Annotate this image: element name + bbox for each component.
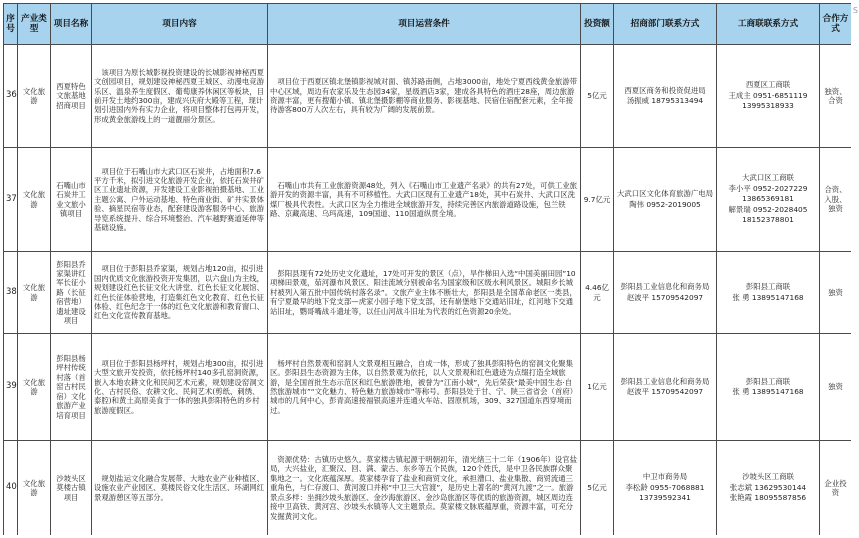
fed-line: 18152378801 bbox=[742, 215, 794, 225]
fed-line: 13865369181 bbox=[742, 194, 794, 204]
row-fed-contact bbox=[717, 334, 820, 441]
row-coop: 独资 bbox=[820, 252, 852, 334]
dept-line: 赵波平 15709542097 bbox=[626, 292, 704, 302]
row-dept-contact bbox=[614, 441, 717, 536]
row-seq: 37 bbox=[4, 148, 18, 252]
header-coop: 合作方式 bbox=[820, 4, 852, 45]
row-fed-contact bbox=[717, 148, 820, 252]
table-row bbox=[4, 148, 852, 252]
dept-line: 汤振威 18795313494 bbox=[626, 96, 704, 105]
row-seq: 40 bbox=[4, 441, 18, 536]
fed-line: 王成主 0951-6851119 bbox=[728, 90, 808, 100]
row-seq: 38 bbox=[4, 252, 18, 334]
table-row bbox=[4, 45, 852, 148]
row-project-name: 沙坡头区莫楼古镇项目 bbox=[51, 441, 92, 536]
row-content: 项目位于彭阳县杨坪村，规划占地300亩，拟引进大型文旅开发投资，依托杨坪村140多孔窑洞资源，嵌入本地农耕文化和民间艺术元素，规划建设窑洞文化、古村民俗、农耕文化、民间艺术(剪纸、刺绣、泰腔)和黄土高原美食于一体的独具彭阳特色的乡村旅游度假区。 bbox=[92, 334, 268, 441]
row-project-name: 彭阳县乔家渠讲红军长征小路（长征宿营地）遗址建设项目 bbox=[51, 252, 92, 334]
dept-line: 彭阳县工业信息化和商务局 bbox=[620, 376, 710, 386]
row-dept-contact bbox=[614, 148, 717, 252]
row-content: 项目位于石嘴山市大武口区石炭井，占地面积7.6平方千米，拟引进文化旅游开发企业，依托石炭井矿区工业遗址资源，开发建设工业影视拍摄基地、工业主题公寓、户外运动基地、特色商业街、矿井实景体验、摘星民宿等业态，配套建设游客服务中心、旅游导览系统提升、综合环境整治、汽车越野赛道延伸等基础设施。 bbox=[92, 148, 268, 252]
header-seq: 序号 bbox=[4, 4, 18, 45]
row-industry: 文化旅游 bbox=[18, 148, 51, 252]
row-coop: 独资、合资 bbox=[820, 45, 852, 148]
row-conditions: 石嘴山市共有工业旅游资源48处，列入《石嘴山市工业遗产名录》的共有27处，可供工业旅游开发的资源丰富，具有不可移植性。大武口区现有工业遗产18处，其中石炭井、大武口区洗煤厂极具代表性。大武口区为全力推进全域旅游开发，持续完善区内旅游道路设施，包兰铁路、京藏高速、乌玛高速，109国道、110国道纵贯全境。 bbox=[268, 148, 581, 252]
row-investment: 5亿元 bbox=[581, 441, 614, 536]
fed-line: 张 勇 13895147168 bbox=[732, 387, 804, 396]
row-content: 规划盐运文化融合发展带、大地农业产业种植区、设施农业产业园区、莫楼民俗文化生活区、环湖网红景观游憩区等五部分。 bbox=[92, 441, 268, 536]
header-investment: 投资额 bbox=[581, 4, 614, 45]
dept-line: 李松龄 0955-7068881 bbox=[625, 482, 705, 492]
table-row bbox=[4, 334, 852, 441]
row-seq: 36 bbox=[4, 45, 18, 148]
row-dept-contact bbox=[614, 334, 717, 441]
row-content: 项目位于彭阳县乔家渠，规划占地120亩，拟引进国内优质文化旅游投资开发集团，以六盘山为主线，规划建设红色长征文化大讲堂、红色长征文化展馆、红色长征体验营地，打造集红色文化教育、红色长征体验、红色纪念于一体的红色文化旅游和教育窗口、红色文化宣传教育基地。 bbox=[92, 252, 268, 334]
row-conditions: 资源优势：古镇历史悠久。莫家楼古镇起源于明朝初年，清光绪三十二年（1906年）设官盐局，大兴盐业，汇聚汉、回、满、蒙古、东乡等五个民族，120个姓氏，是中卫各民族群众聚集地之一。文化底蕴深厚。莫家楼孕育了盐业和商贸文化，承担漕口、盐业集散、商贸流通三重角色，与仁存渡口、黄河渡口并称“中卫三大官渡”，是历史上著名的“黄河九渡”之一。旅游景点多样：坐拥沙坡头旅游区、金沙海旅游区、金沙岛旅游区等优质的旅游资源，城区周边连接中卫高铁、黄河宫、沙坡头水镇等人文主题景点。莫家楼文脉底蕴厚重，资源丰富，可充分发掘黄河文化。 bbox=[268, 441, 581, 536]
fed-line: 西夏区工商联 bbox=[745, 80, 791, 90]
row-dept-contact bbox=[614, 45, 717, 148]
row-seq: 39 bbox=[4, 334, 18, 441]
fed-line: 李小平 0952-2027229 bbox=[728, 183, 808, 193]
row-investment: 4.46亿元 bbox=[581, 252, 614, 334]
row-project-name: 西夏特色文旅基地招商项目 bbox=[51, 45, 92, 148]
fed-line: 解景瑞 0952-2028405 bbox=[728, 204, 808, 214]
table-row bbox=[4, 441, 852, 536]
row-dept-contact bbox=[614, 252, 717, 334]
row-investment: 1亿元 bbox=[581, 334, 614, 441]
fed-line: 张志斌 13629530144 bbox=[729, 482, 807, 492]
row-project-name: 石嘴山市石炭井工业文旅小镇项目 bbox=[51, 148, 92, 252]
row-investment: 9.7亿元 bbox=[581, 148, 614, 252]
dept-line: 西夏区商务和投资促进局 bbox=[624, 85, 706, 95]
row-conditions: 杨坪村自然景观和窑洞人文景观相互融合，自成一体，形成了独具彭阳特色的窑洞文化聚集区。彭阳县生态资源为主体，以自然景观为依托，以人文景观和红色遗迹为点缀打造全域旅游，是全国首批生态示范区和红色旅游胜地，被誉为“江南小城”，先后荣获“最美中国生态·自然旅游城市”“文化魅力、特色魅力旅游城市”等称号。彭阳县处于甘、宁、陕三省省会（首府）城市的几何中心，彭青高速接福银高速并连通火车站、固原机场，309、327国道东西穿境而过。 bbox=[268, 334, 581, 441]
row-industry: 文化旅游 bbox=[18, 252, 51, 334]
row-coop: 合资、入股、独资 bbox=[820, 148, 852, 252]
header-content: 项目内容 bbox=[92, 4, 268, 45]
row-industry: 文化旅游 bbox=[18, 45, 51, 148]
row-coop: 独资 bbox=[820, 334, 852, 441]
row-fed-contact bbox=[717, 441, 820, 536]
header-name: 项目名称 bbox=[51, 4, 92, 45]
header-conditions: 项目运营条件 bbox=[268, 4, 581, 45]
table-wrapper bbox=[3, 3, 851, 535]
dept-line: 彭阳县工业信息化和商务局 bbox=[620, 282, 710, 291]
row-conditions: 彭阳县现有72处历史文化遗址，17处可开发的景区（点），旱作梯田入选“中国美丽田园”10项梯田景观，茹河瀑布风景区、阳洼流域分别被命名为国家级和区级水利风景区。城阳乡长城村被列入第五批中国传统村落名录”。文旅产业主体不断壮大，彭阳县是全国革命老区一类县，有宁夏最早的地下党支部—虎家小园子地下党支部，还有崭堡地下交通站旧址，红河地下交通站旧址，鹦哥嘴战斗遗址等，以任山河战斗旧址为代表的红色资源20余处。 bbox=[268, 252, 581, 334]
fed-line: 彭阳县工商联 bbox=[745, 376, 791, 386]
page-mark: S bbox=[852, 6, 858, 15]
row-fed-contact bbox=[717, 252, 820, 334]
header-row bbox=[4, 4, 852, 45]
table-row bbox=[4, 252, 852, 334]
fed-line: 张 勇 13895147168 bbox=[732, 292, 804, 302]
fed-line: 沙坡头区工商联 bbox=[742, 472, 794, 482]
fed-line: 13995318933 bbox=[742, 101, 794, 111]
dept-line: 13739592341 bbox=[639, 493, 691, 503]
row-content: 该项目为原长城影视投资建设的长城影视神秘西夏文创园项目，规划建设神秘西夏王城区、动漫电竞游乐区、温泉养生度假区、葡萄康养休闲区等板块，目前开发土地约300亩，建成兴庆府大殿等工程，现计划引进国内外有实力企业，将项目整体打包再开发，形成黄金旅游线上的一道靓丽分景区。 bbox=[92, 45, 268, 148]
row-coop: 企业投资 bbox=[820, 441, 852, 536]
row-fed-contact bbox=[717, 45, 820, 148]
dept-line: 赵波平 15709542097 bbox=[626, 387, 704, 396]
fed-line: 张艳霞 18095587856 bbox=[729, 493, 807, 503]
row-industry: 文化旅游 bbox=[18, 334, 51, 441]
dept-line: 大武口区文化体育旅游广电局 bbox=[616, 189, 714, 198]
header-dept-contact: 招商部门联系方式 bbox=[614, 4, 717, 45]
row-conditions: 项目位于西夏区镇北堡镇影视城对面、镇苏路南侧，占地3000亩，地处宁夏西线黄金旅游带中心区域，周边有农家乐及生态园34家，星级酒店3家，建成各具特色的酒庄28座，周边旅游资源丰富，更有搜葡小镇、镇北堡摄影棚等商业服务、影视基地、民宿住宿配套元素，全年接待游客800万人次左右，具有较为广阔的发展前景。 bbox=[268, 45, 581, 148]
header-fed-contact: 工商联联系方式 bbox=[717, 4, 820, 45]
dept-line: 陶伟 0952-2019005 bbox=[629, 199, 701, 209]
row-investment: 5亿元 bbox=[581, 45, 614, 148]
header-industry: 产业类型 bbox=[18, 4, 51, 45]
row-industry: 文化旅游 bbox=[18, 441, 51, 536]
project-table bbox=[3, 3, 851, 535]
fed-line: 大武口区工商联 bbox=[742, 173, 794, 183]
row-project-name: 彭阳县杨坪村传统村落（首窑古村民宿）文化旅游产业培育项目 bbox=[51, 334, 92, 441]
fed-line: 彭阳县工商联 bbox=[745, 282, 791, 291]
dept-line: 中卫市商务局 bbox=[642, 472, 688, 482]
